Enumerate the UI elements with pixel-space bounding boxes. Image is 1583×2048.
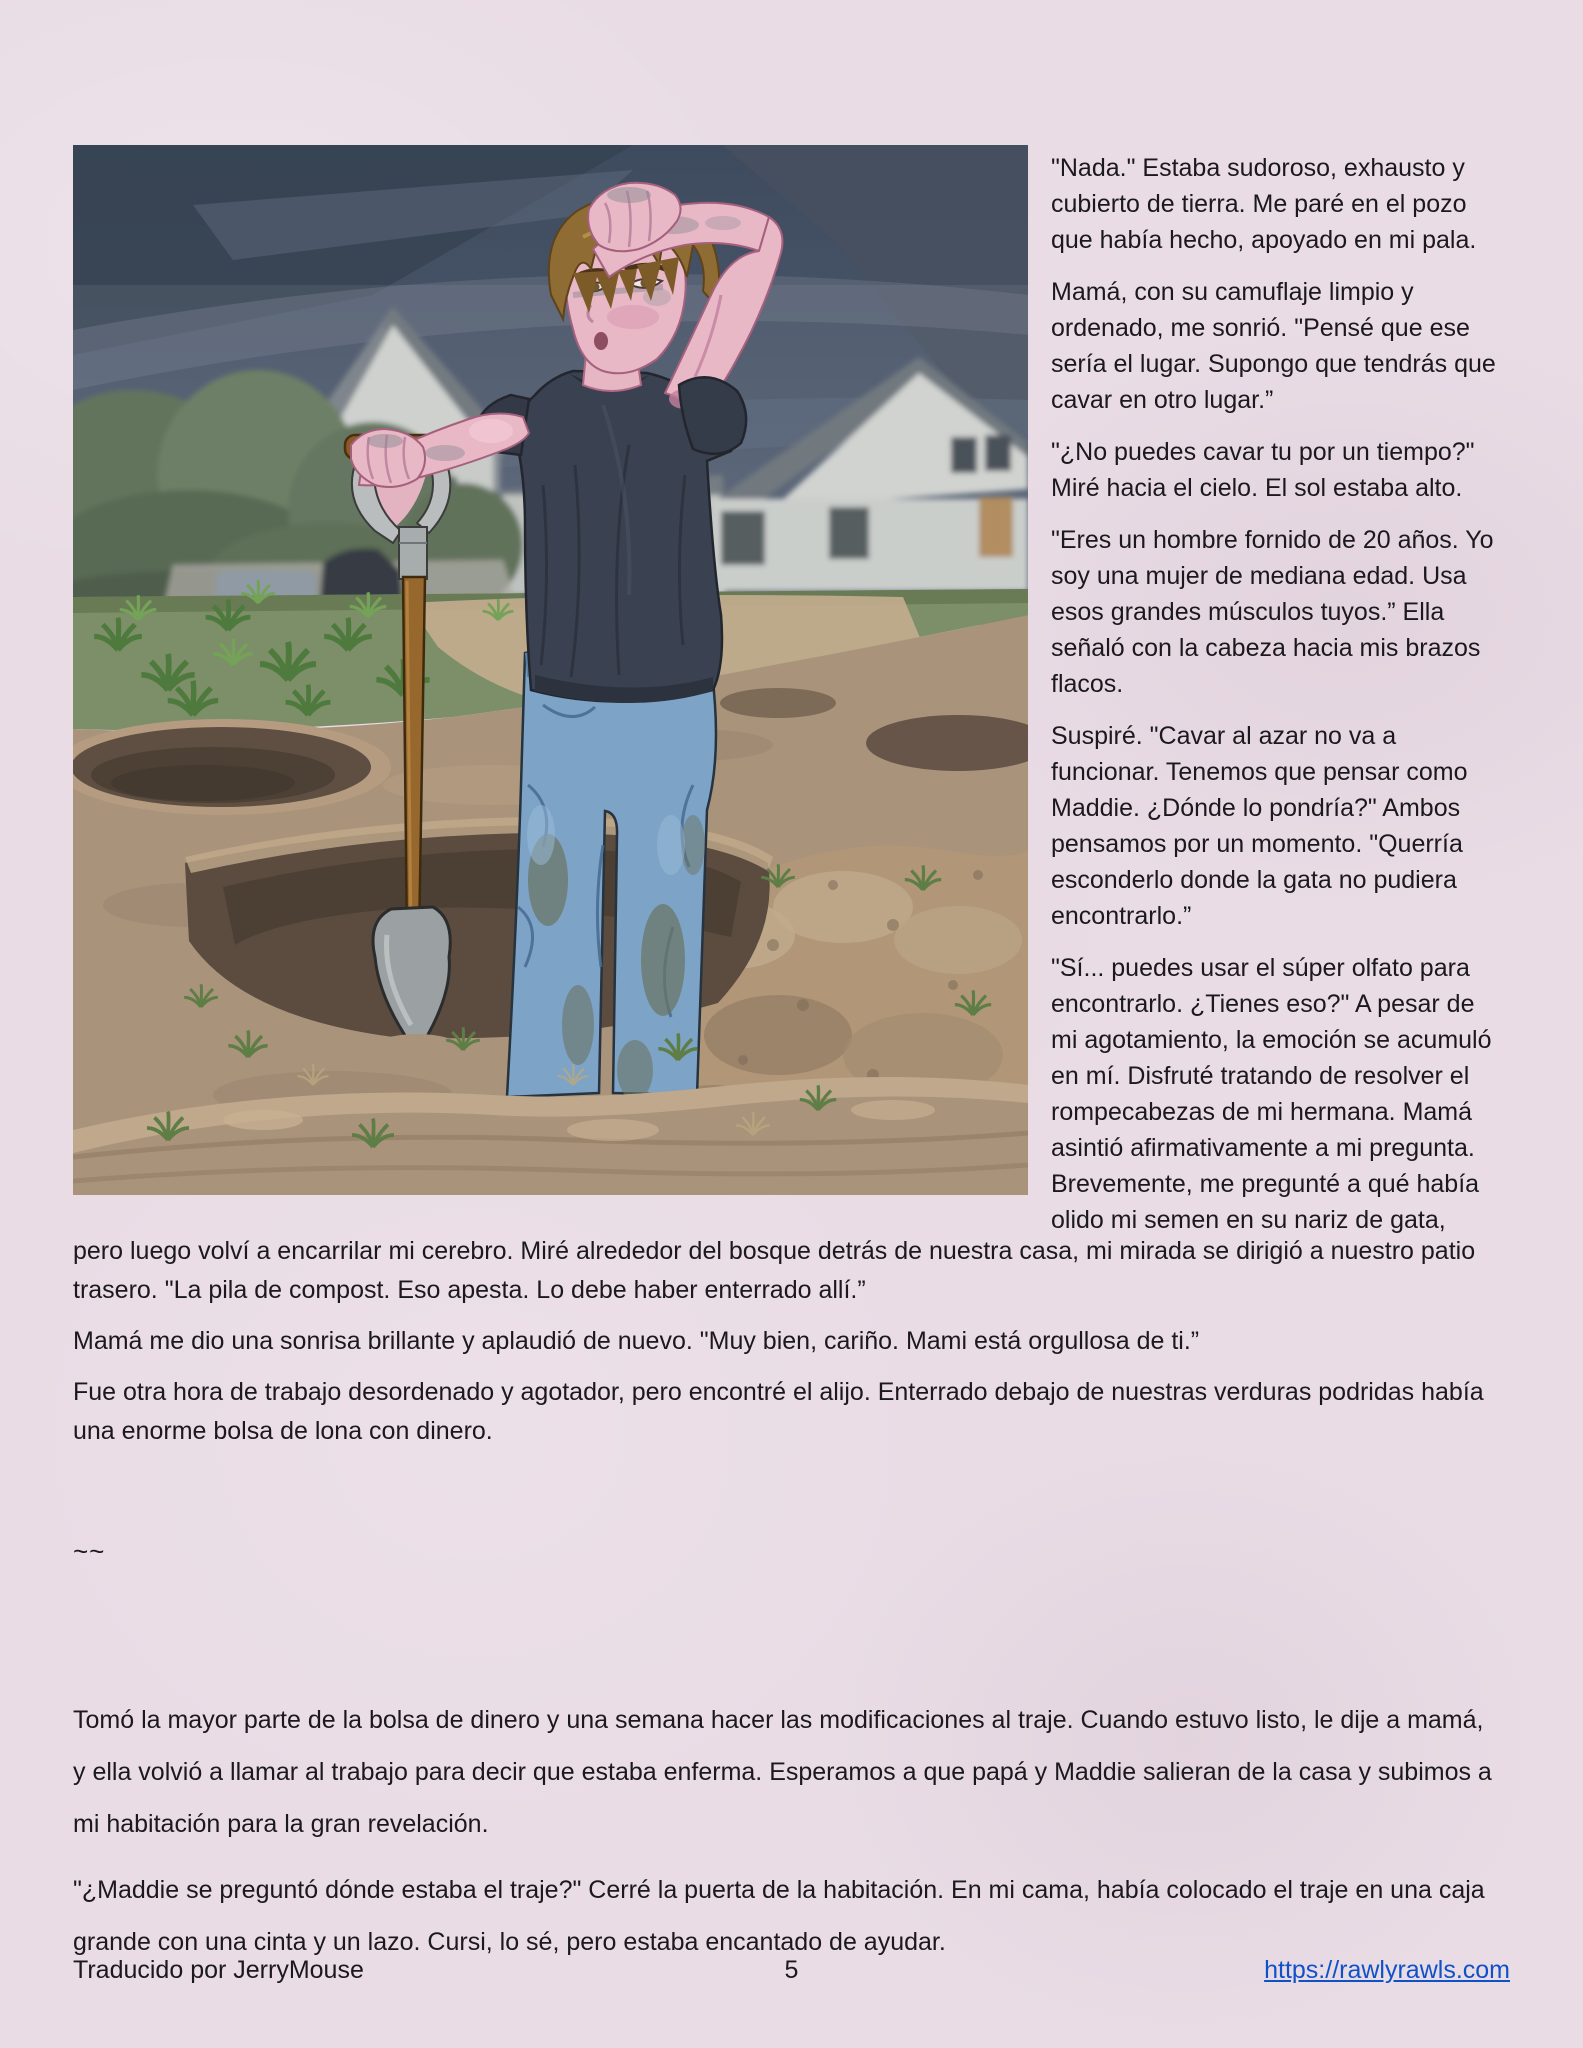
page-footer bbox=[73, 1956, 1510, 1985]
scene-divider: ~~ bbox=[73, 1536, 106, 1566]
page-number: 5 bbox=[784, 1956, 799, 1984]
story-paragraph: Suspiré. "Cavar al azar no va a funcionar. Tenemos que pensar como Maddie. ¿Dónde lo pondría?" Ambos pensamos por un momento. "Querría esconderlo donde la gata no pudiera encontrarlo.” bbox=[1051, 722, 1468, 930]
story-paragraph: pero luego volví a encarrilar mi cerebro. Miré alrededor del bosque detrás de nuestra casa, mi mirada se dirigió a nuestro patio trasero. "La pila de compost. Eso apesta. Lo debe haber enterrado allí.” bbox=[73, 1237, 1476, 1304]
story-paragraph: "Nada." Estaba sudoroso, exhausto y cubierto de tierra. Me paré en el pozo que había hecho, apoyado en mi pala. bbox=[1051, 154, 1477, 254]
story-paragraph: "¿Maddie se preguntó dónde estaba el traje?" Cerré la puerta de la habitación. En mi cama, había colocado el traje en una caja grande con una cinta y un lazo. Cursi, lo sé, pero estaba encantado de ayudar. bbox=[73, 1876, 1485, 1956]
story-paragraph: Tomó la mayor parte de la bolsa de dinero y una semana hacer las modificaciones al traje. Cuando estuvo listo, le dije a mamá, y ella volvió a llamar al trabajo para decir que estaba enferma. Esperamos a que papá y Maddie salieran de la casa y subimos a mi habitación para la gran revelación. bbox=[73, 1706, 1492, 1838]
backyard-digging-illustration bbox=[73, 145, 1028, 1195]
story-paragraph: "¿No puedes cavar tu por un tiempo?" Miré hacia el cielo. El sol estaba alto. bbox=[1051, 438, 1475, 502]
full-width-text bbox=[73, 1232, 1500, 1451]
story-illustration bbox=[73, 145, 1028, 1195]
right-text-column bbox=[1051, 150, 1498, 1238]
story-paragraph: "Eres un hombre fornido de 20 años. Yo soy una mujer de mediana edad. Usa esos grandes músculos tuyos.” Ella señaló con la cabeza hacia mis brazos flacos. bbox=[1051, 526, 1494, 698]
story-paragraph: "Sí... puedes usar el súper olfato para encontrarlo. ¿Tienes eso?" A pesar de mi agotamiento, la emoción se acumuló en mí. Disfruté tratando de resolver el rompecabezas de mi hermana. Mamá asintió afirmativamente a mi pregunta. Brevemente, me pregunté a qué había olido mi semen en su nariz de gata, bbox=[1051, 954, 1492, 1234]
full-width-text-after-divider bbox=[73, 1694, 1500, 1968]
story-paragraph: Mamá, con su camuflaje limpio y ordenado, me sonrió. "Pensé que ese sería el lugar. Supongo que tendrás que cavar en otro lugar.” bbox=[1051, 278, 1496, 414]
translator-credit: Traducido por JerryMouse bbox=[73, 1956, 364, 1984]
story-paragraph: Mamá me dio una sonrisa brillante y aplaudió de nuevo. "Muy bien, cariño. Mami está orgullosa de ti.” bbox=[73, 1327, 1200, 1355]
story-paragraph: Fue otra hora de trabajo desordenado y agotador, pero encontré el alijo. Enterrado debajo de nuestras verduras podridas había una enorme bolsa de lona con dinero. bbox=[73, 1378, 1484, 1445]
website-link[interactable]: https://rawlyrawls.com bbox=[1264, 1956, 1510, 1984]
